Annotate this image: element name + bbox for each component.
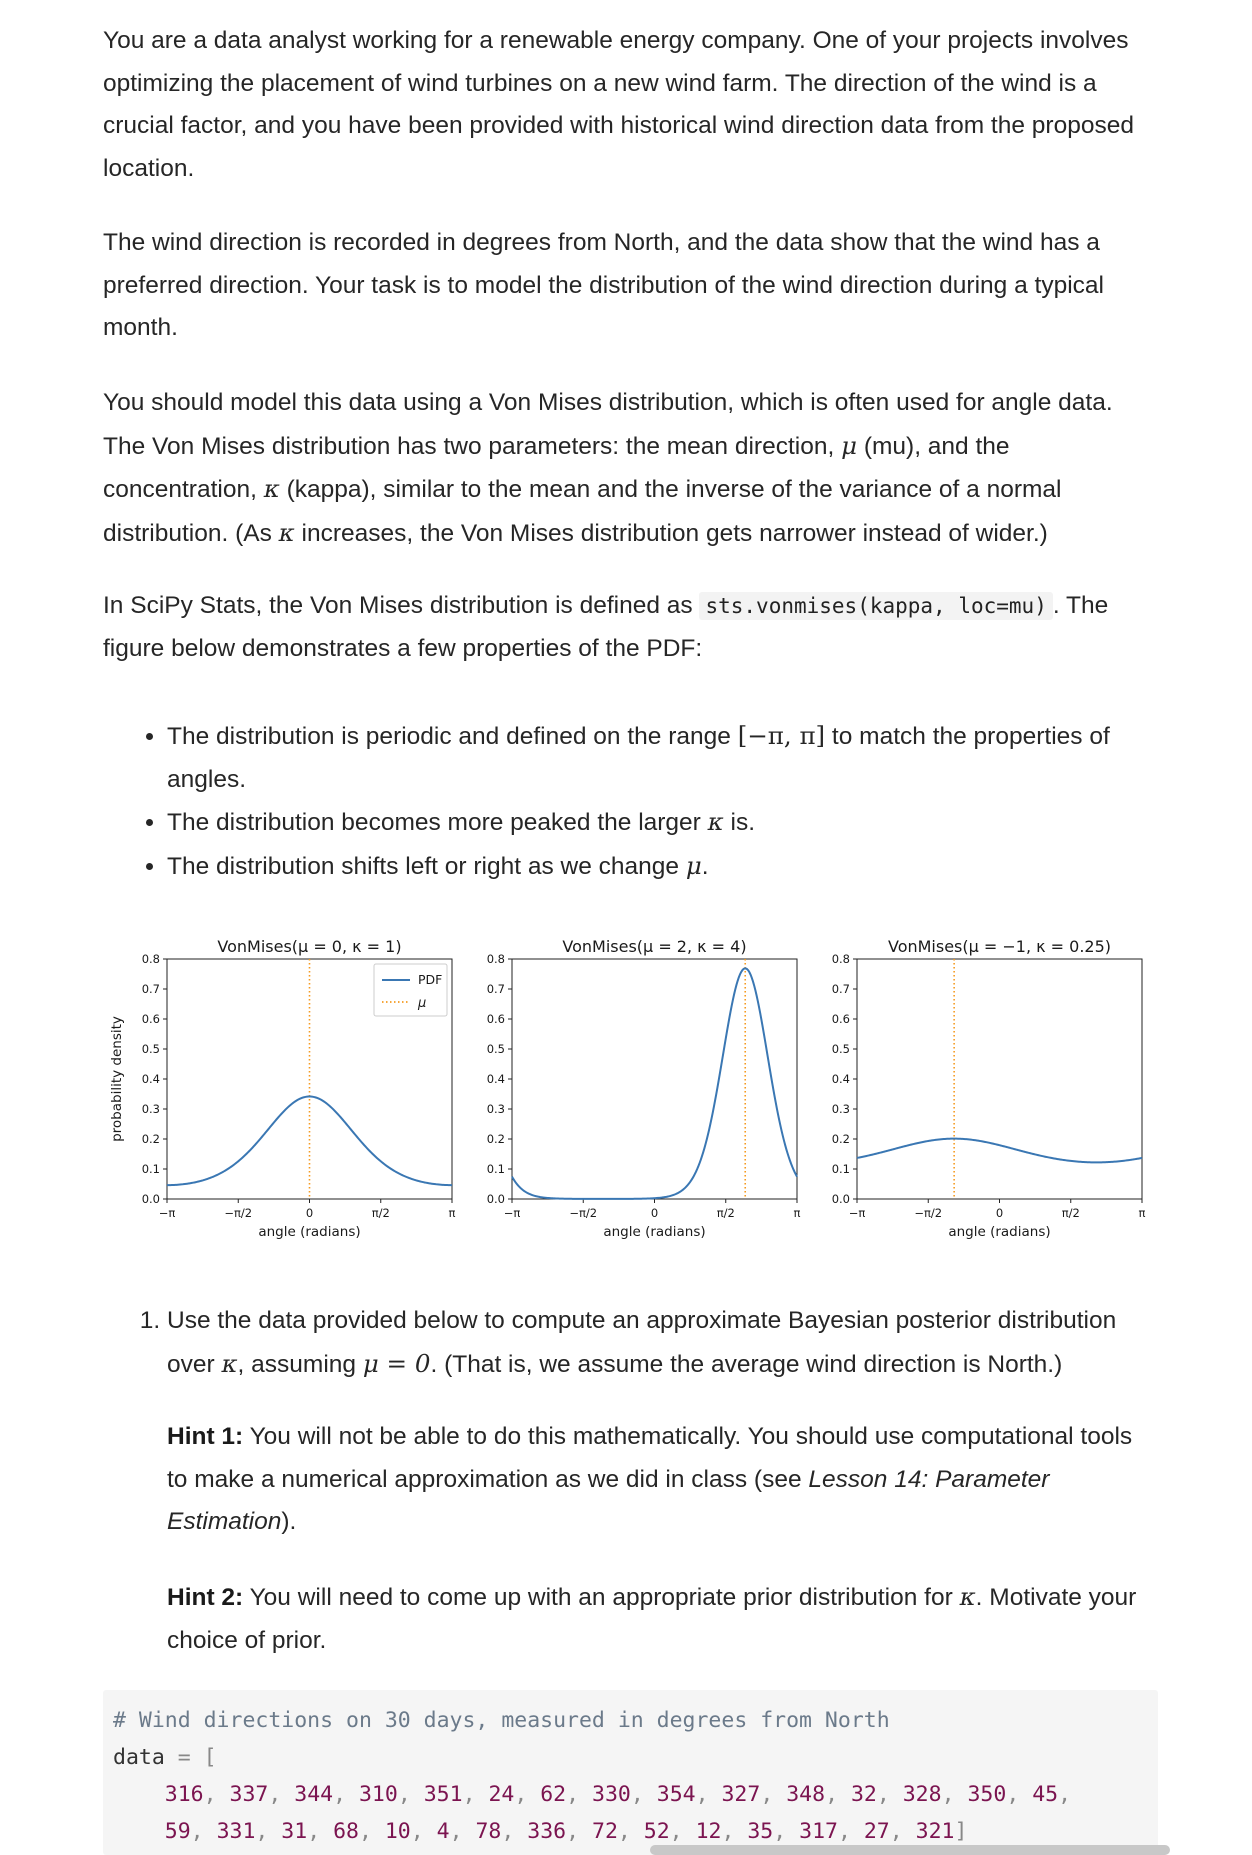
intro-paragraph-3 bbox=[103, 382, 1158, 555]
q1-text-a: Use the data provided below to compute an approximate Bayesian posterior distribution over bbox=[167, 1307, 1117, 1378]
y-tick-label: 0.3 bbox=[141, 1102, 160, 1116]
y-tick-label: 0.5 bbox=[831, 1042, 850, 1056]
code-number: 330 bbox=[592, 1782, 631, 1807]
mu-symbol: μ bbox=[841, 430, 858, 460]
y-tick-label: 0.8 bbox=[486, 952, 505, 966]
kappa-symbol: κ bbox=[221, 1348, 238, 1378]
vonmises-figure bbox=[103, 900, 1158, 1260]
code-number: 10 bbox=[384, 1819, 411, 1844]
list-item bbox=[167, 715, 1157, 801]
list-item bbox=[167, 845, 1157, 889]
x-tick-label: π bbox=[793, 1206, 801, 1220]
bullet-1-text-a: The distribution is periodic and defined on the range bbox=[167, 723, 738, 750]
hint-2-text-a: You will need to come up with an appropriate prior distribution for bbox=[243, 1584, 960, 1611]
hint-1-text-b: ). bbox=[281, 1508, 297, 1535]
hint-2 bbox=[167, 1576, 1157, 1662]
code-number: 348 bbox=[786, 1782, 826, 1807]
hint-1-label: Hint 1: bbox=[167, 1423, 244, 1450]
y-tick-label: 0.4 bbox=[486, 1072, 505, 1086]
chart-panel-2 bbox=[487, 937, 801, 1240]
y-tick-label: 0.0 bbox=[141, 1192, 160, 1206]
code-number: 12 bbox=[695, 1819, 722, 1844]
code-number: 331 bbox=[216, 1819, 256, 1844]
question-1 bbox=[167, 1300, 1157, 1386]
question-list bbox=[103, 1300, 1157, 1386]
x-axis-label: angle (radians) bbox=[258, 1224, 361, 1240]
mu-equals-zero: μ = 0 bbox=[362, 1348, 431, 1378]
hint-2-label: Hint 2: bbox=[167, 1584, 244, 1611]
y-tick-label: 0.4 bbox=[141, 1072, 160, 1086]
y-tick-label: 0.2 bbox=[831, 1132, 850, 1146]
intro-paragraph-4 bbox=[103, 585, 1158, 670]
vonmises-figure-svg bbox=[103, 900, 1158, 1260]
code-number: 59 bbox=[164, 1819, 191, 1844]
range-math: [−π, π] bbox=[737, 721, 826, 750]
y-tick-label: 0.2 bbox=[486, 1132, 505, 1146]
q1-text-b: , assuming bbox=[237, 1350, 363, 1378]
code-number: 354 bbox=[656, 1782, 696, 1807]
y-tick-label: 0.6 bbox=[141, 1012, 160, 1026]
y-tick-label: 0.7 bbox=[831, 982, 850, 996]
pdf-curve bbox=[512, 968, 797, 1199]
y-tick-label: 0.3 bbox=[486, 1102, 505, 1116]
code-number: 310 bbox=[358, 1782, 398, 1807]
code-number: 350 bbox=[967, 1782, 1007, 1807]
x-tick-label: −π bbox=[848, 1206, 866, 1220]
y-tick-label: 0.2 bbox=[141, 1132, 160, 1146]
x-tick-label: −π/2 bbox=[224, 1206, 253, 1220]
x-tick-label: π bbox=[1138, 1206, 1146, 1220]
hint-2-text-b: . Motivate your choice of prior. bbox=[167, 1584, 1137, 1654]
y-tick-label: 0.4 bbox=[831, 1072, 850, 1086]
x-tick-label: π/2 bbox=[716, 1206, 735, 1220]
y-tick-label: 0.5 bbox=[486, 1042, 505, 1056]
mu-symbol: μ bbox=[685, 850, 702, 880]
pdf-curve bbox=[857, 1139, 1142, 1163]
y-tick-label: 0.6 bbox=[831, 1012, 850, 1026]
p4-text-b: . The figure below demonstrates a few properties of the PDF: bbox=[103, 592, 1109, 662]
code-number: 68 bbox=[333, 1819, 359, 1844]
legend-mu-label: μ bbox=[418, 996, 427, 1011]
code-number: 344 bbox=[294, 1782, 334, 1807]
p3-text-b: (mu), and the concentration, bbox=[103, 432, 1010, 503]
y-tick-label: 0.6 bbox=[486, 1012, 505, 1026]
x-tick-label: −π bbox=[503, 1206, 521, 1220]
kappa-symbol: κ bbox=[263, 474, 280, 503]
code-number: 316 bbox=[164, 1782, 204, 1807]
inline-code-vonmises: sts.vonmises(kappa, loc=mu) bbox=[699, 592, 1052, 620]
bullet-2-text-b: is. bbox=[723, 809, 756, 836]
y-tick-label: 0.8 bbox=[831, 952, 850, 966]
chart-title: VonMises(μ = −1, κ = 0.25) bbox=[887, 937, 1112, 956]
bullet-3-text-b: . bbox=[701, 852, 709, 880]
code-number: 45 bbox=[1032, 1782, 1059, 1807]
y-tick-label: 0.7 bbox=[141, 982, 160, 996]
y-tick-label: 0.0 bbox=[486, 1192, 505, 1206]
chart-panel-3 bbox=[832, 937, 1146, 1240]
property-list bbox=[103, 715, 1157, 888]
code-number: 72 bbox=[592, 1819, 618, 1844]
hint-1-text-a: You will not be able to do this mathematically. You should use computational tools to make a numerical approximation as we did in class (see bbox=[167, 1423, 1133, 1493]
code-number: 317 bbox=[799, 1819, 838, 1844]
bullet-1-text-b: to match the properties of angles. bbox=[167, 723, 1110, 793]
code-assign: = [ bbox=[164, 1745, 217, 1770]
p4-text-a: In SciPy Stats, the Von Mises distribution is defined as bbox=[103, 592, 700, 619]
x-tick-label: −π/2 bbox=[914, 1206, 943, 1220]
y-tick-label: 0.0 bbox=[831, 1192, 850, 1206]
y-tick-label: 0.7 bbox=[486, 982, 505, 996]
p3-text-d: increases, the Von Mises distribution gets narrower instead of wider.) bbox=[294, 519, 1048, 547]
x-tick-label: 0 bbox=[305, 1206, 314, 1220]
chart-title: VonMises(μ = 2, κ = 4) bbox=[562, 937, 747, 956]
code-comment: # Wind directions on 30 days, measured in degrees from North bbox=[113, 1708, 890, 1733]
y-tick-label: 0.3 bbox=[831, 1102, 850, 1116]
code-number: 351 bbox=[423, 1782, 463, 1807]
code-number: 62 bbox=[540, 1782, 567, 1807]
legend-pdf-label: PDF bbox=[418, 972, 443, 987]
intro-paragraph-1: You are a data analyst working for a renewable energy company. One of your projects involves optimizing the placement of wind turbines on a new wind farm. The direction of the wind is a crucial factor, and you have been provided with historical wind direction data from the proposed location. bbox=[103, 27, 1134, 182]
x-tick-label: −π/2 bbox=[569, 1206, 598, 1220]
code-number: 327 bbox=[721, 1782, 761, 1807]
code-number: 328 bbox=[902, 1782, 942, 1807]
x-tick-label: 0 bbox=[995, 1206, 1004, 1220]
code-close-bracket: ] bbox=[954, 1819, 968, 1844]
y-tick-label: 0.1 bbox=[141, 1162, 160, 1176]
kappa-symbol: κ bbox=[707, 807, 724, 836]
chart-title: VonMises(μ = 0, κ = 1) bbox=[217, 937, 402, 956]
code-data-line-1: 316, 337, 344, 310, 351, 24, 62, 330, 354, 327, 348, 32, 328, 350, 45, bbox=[164, 1782, 1084, 1807]
code-number: 321 bbox=[915, 1819, 955, 1844]
horizontal-scrollbar[interactable] bbox=[650, 1845, 1170, 1855]
x-axis-label: angle (radians) bbox=[603, 1224, 706, 1240]
bullet-3-text-a: The distribution shifts left or right as we change bbox=[167, 852, 686, 880]
kappa-symbol: κ bbox=[278, 517, 295, 547]
p3-text-c: (kappa), similar to the mean and the inverse of the variance of a normal distribution. (As bbox=[103, 476, 1062, 547]
code-data-line-2: 59, 331, 31, 68, 10, 4, 78, 336, 72, 52, 12, 35, 317, 27, 321] bbox=[164, 1819, 968, 1844]
chart-panel-1 bbox=[109, 937, 456, 1240]
list-item bbox=[167, 801, 1157, 845]
y-tick-label: 0.1 bbox=[831, 1162, 850, 1176]
code-number: 24 bbox=[488, 1782, 515, 1807]
y-axis-label: probability density bbox=[109, 1016, 125, 1142]
y-tick-label: 0.5 bbox=[141, 1042, 160, 1056]
p3-text-a: You should model this data using a Von Mises distribution, which is often used for angle data. The Von Mises distribution has two parameters: the mean direction, bbox=[103, 389, 1113, 460]
q1-text-c: . (That is, we assume the average wind direction is North.) bbox=[430, 1350, 1063, 1378]
kappa-symbol: κ bbox=[959, 1582, 976, 1611]
x-tick-label: π/2 bbox=[1061, 1206, 1080, 1220]
code-number: 336 bbox=[527, 1819, 567, 1844]
code-number: 337 bbox=[229, 1782, 269, 1807]
y-tick-label: 0.8 bbox=[141, 952, 160, 966]
x-tick-label: −π bbox=[158, 1206, 176, 1220]
code-number: 4 bbox=[436, 1819, 450, 1844]
code-number: 27 bbox=[863, 1819, 890, 1844]
code-number: 52 bbox=[643, 1819, 670, 1844]
plot-frame bbox=[512, 959, 797, 1199]
code-number: 31 bbox=[281, 1819, 308, 1844]
y-tick-label: 0.1 bbox=[486, 1162, 505, 1176]
code-cell[interactable] bbox=[103, 1690, 1158, 1855]
code-number: 78 bbox=[475, 1819, 502, 1844]
bullet-2-text-a: The distribution becomes more peaked the larger bbox=[167, 809, 708, 836]
x-tick-label: π/2 bbox=[371, 1206, 390, 1220]
intro-paragraph-2: The wind direction is recorded in degrees from North, and the data show that the wind has a preferred direction. Your task is to model the distribution of the wind direction during a typical month. bbox=[103, 229, 1104, 341]
x-tick-label: 0 bbox=[650, 1206, 659, 1220]
code-var: data bbox=[113, 1745, 165, 1770]
code-number: 35 bbox=[747, 1819, 774, 1844]
code-number: 32 bbox=[850, 1782, 877, 1807]
hint-1 bbox=[167, 1416, 1157, 1544]
x-axis-label: angle (radians) bbox=[948, 1224, 1051, 1240]
lesson-reference: Lesson 14: Parameter Estimation bbox=[167, 1465, 1050, 1535]
x-tick-label: π bbox=[448, 1206, 456, 1220]
